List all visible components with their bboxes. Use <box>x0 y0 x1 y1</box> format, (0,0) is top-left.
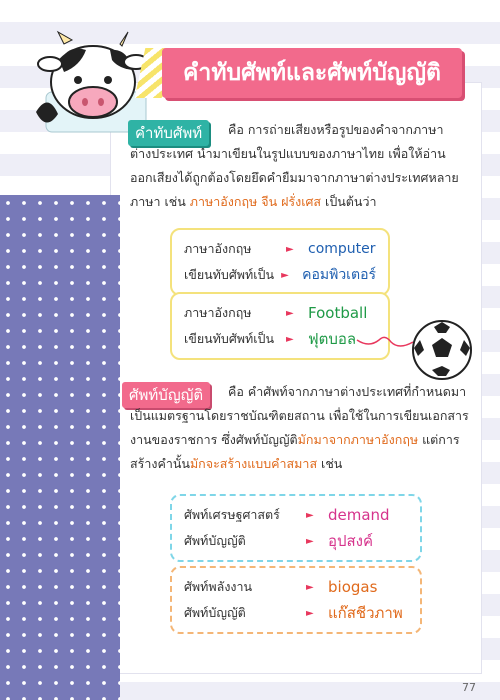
section2-tag-label: ศัพท์บัญญัติ <box>122 382 210 408</box>
example-box-demand <box>170 494 422 562</box>
example-label: ศัพท์เศรษฐศาสตร์ <box>184 507 280 522</box>
arrow-right-icon: ► <box>286 307 294 319</box>
arrow-right-icon: ► <box>306 581 314 593</box>
arrow-right-icon: ► <box>281 269 289 281</box>
section2-line3-prefix: งานของราชการ ซึ่งศัพท์บัญญัติ <box>130 432 298 447</box>
section1-line4-suffix: เป็นต้นว่า <box>321 194 377 209</box>
section1-line2: ต่างประเทศ นำมาเขียนในรูปแบบของภาษาไทย เพื่อให้อ่าน <box>130 146 446 161</box>
section2-line4 <box>130 452 342 476</box>
example-label: ศัพท์บัญญัติ <box>184 605 246 620</box>
example-label: ภาษาอังกฤษ <box>184 305 252 320</box>
arrow-right-icon: ► <box>306 509 314 521</box>
example-box-biogas <box>170 566 422 634</box>
polka-dot-strip <box>0 195 120 700</box>
soccer-ball-icon <box>410 318 474 382</box>
section2-line4-highlight: มักจะสร้างแบบคำสมาส <box>189 456 318 471</box>
section2-line1: คือ คำศัพท์จากภาษาต่างประเทศที่กำหนดมา <box>228 384 467 399</box>
example-value: demand <box>328 506 390 524</box>
page-title: คำทับศัพท์และศัพท์บัญญัติ <box>183 60 441 86</box>
arrow-right-icon: ► <box>306 607 314 619</box>
section2-line2: เป็นแมตรฐานโดยราชบัณฑิตยสถาน เพื่อใช้ในการเขียนเอกสาร <box>130 408 469 423</box>
example-label: เขียนทับศัพท์เป็น <box>184 331 275 346</box>
example-value: Football <box>308 304 368 322</box>
section2-line3-suffix: แต่การ <box>418 432 460 447</box>
section1-line1: คือ การถ่ายเสียงหรือรูปของคำจากภาษา <box>228 122 444 137</box>
example-label: ภาษาอังกฤษ <box>184 241 252 256</box>
example-value: computer <box>308 241 376 257</box>
section2-line4-suffix: เช่น <box>317 456 343 471</box>
arrow-right-icon: ► <box>286 243 294 255</box>
section2-line4-prefix: สร้างคำนั้น <box>130 456 190 471</box>
title-banner <box>162 48 462 98</box>
example-label: ศัพท์บัญญัติ <box>184 533 246 548</box>
example-value: อุปสงค์ <box>328 532 374 550</box>
section1-tag-label: คำทับศัพท์ <box>128 120 209 146</box>
squiggle-line <box>355 330 415 354</box>
example-value: แก๊สชีวภาพ <box>328 604 403 622</box>
section2-line3 <box>130 428 460 452</box>
example-label: เขียนทับศัพท์เป็น <box>184 267 275 282</box>
example-value: ฟุตบอล <box>308 330 357 348</box>
example-value: biogas <box>328 578 378 596</box>
arrow-right-icon: ► <box>306 535 314 547</box>
section1-line4 <box>130 190 377 214</box>
example-label: ศัพท์พลังงาน <box>184 579 253 594</box>
section1-line4-highlight: ภาษาอังกฤษ จีน ฝรั่งเศส <box>189 194 322 209</box>
example-value: คอมพิวเตอร์ <box>302 267 376 283</box>
example-box-computer <box>170 228 390 296</box>
section1-line4-prefix: ภาษา เช่น <box>130 194 190 209</box>
page-number: 77 <box>462 681 476 694</box>
section1-line3: ออกเสียงได้ถูกต้องโดยยึดคำยืมมาจากภาษาต่างประเทศหลาย <box>130 170 459 185</box>
section2-line3-highlight: มักมาจากภาษาอังกฤษ <box>297 432 419 447</box>
arrow-right-icon: ► <box>286 333 294 345</box>
